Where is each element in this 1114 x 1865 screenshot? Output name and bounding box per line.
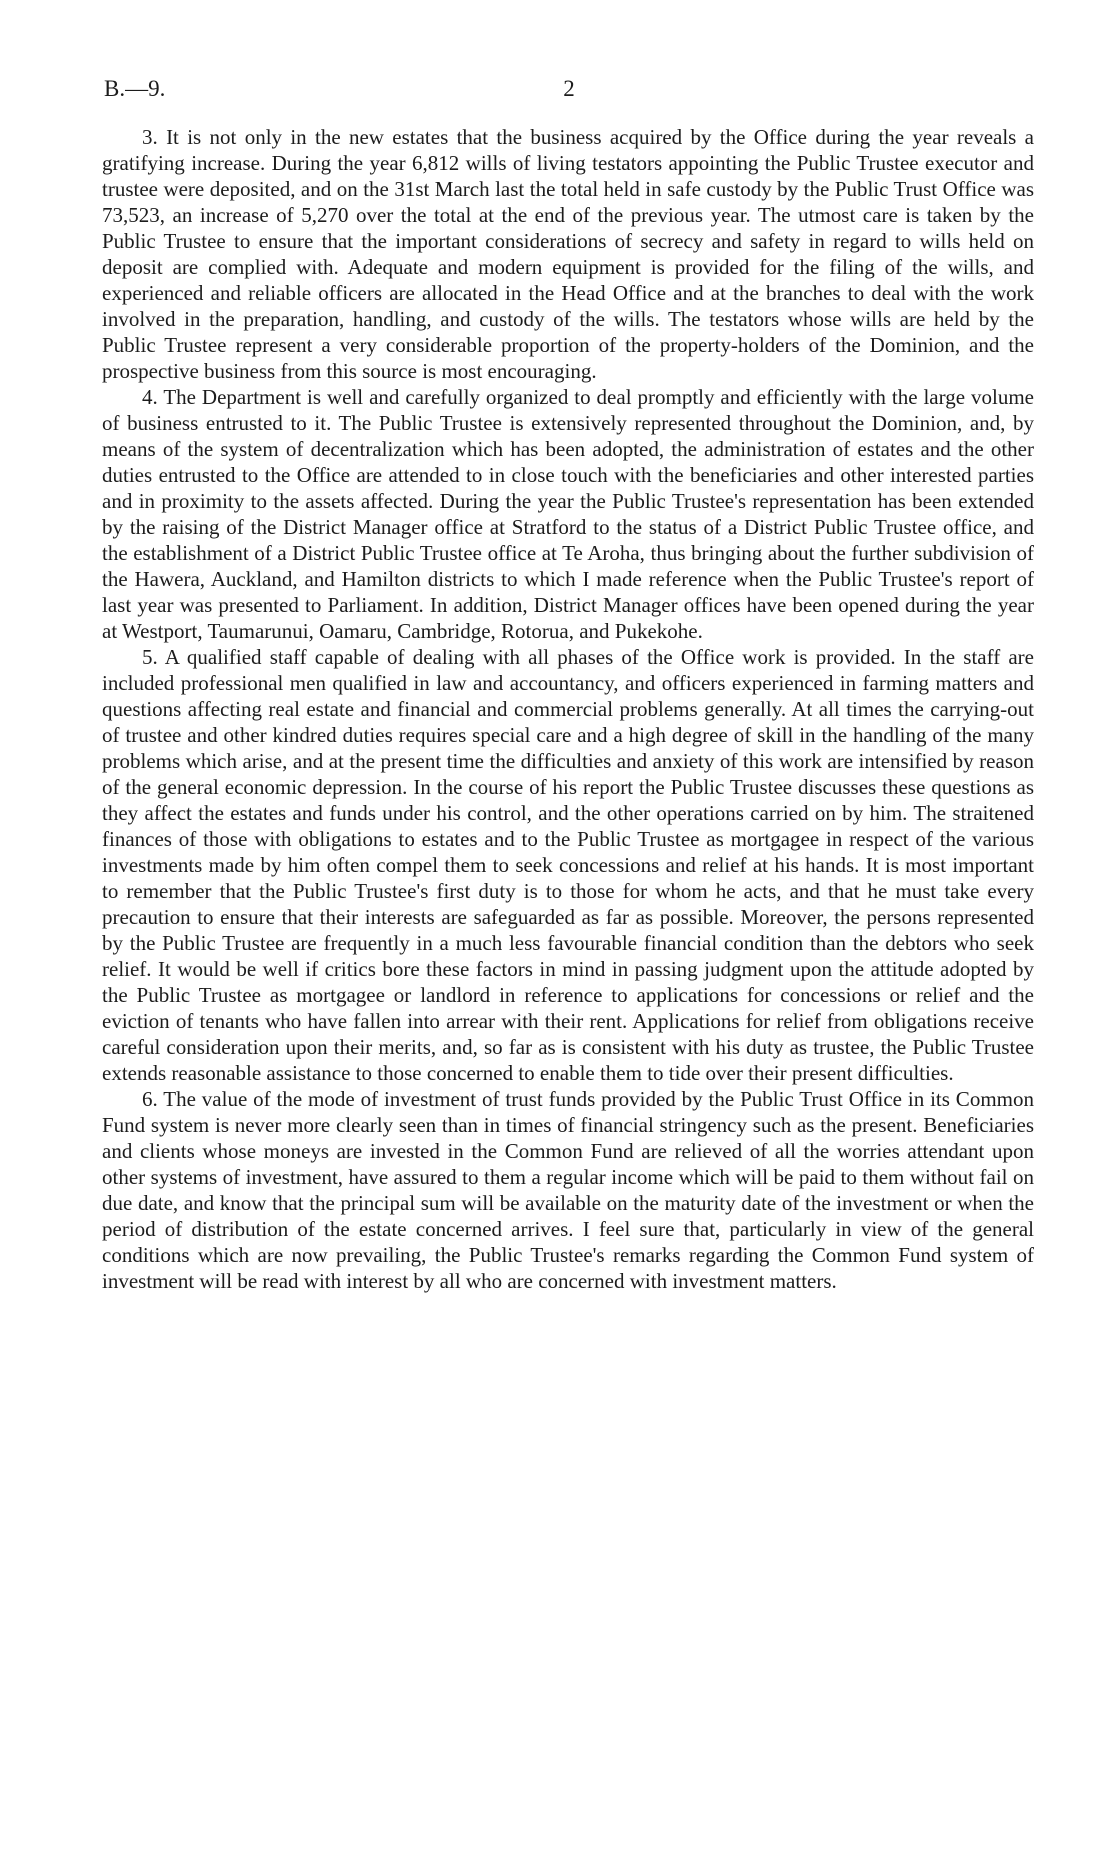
paragraph-5: 5. A qualified staff capable of dealing with all phases of the Office work is provided. In the staff are included professional men qualified in law and accountancy, and officers experienced in farming matters and questions affecting real estate and financial and commercial problems generally. At all times the carrying-out of trustee and other kindred duties requires special care and a high degree of skill in the handling of the many problems which arise, and at the present time the difficulties and anxiety of this work are intensified by reason of the general economic depression. In the course of his report the Public Trustee discusses these questions as they affect the estates and funds under his control, and the other operations carried on by him. The straitened finances of those with obligations to estates and to the Public Trustee as mortgagee in respect of the various investments made by him often compel them to seek concessions and relief at his hands. It is most important to remember that the Public Trustee's first duty is to those for whom he acts, and that he must take every precaution to ensure that their interests are safeguarded as far as possible. Moreover, the persons represented by the Public Trustee are frequently in a much less favourable financial condition than the debtors who seek relief. It would be well if critics bore these factors in mind in passing judgment upon the attitude adopted by the Public Trustee as mortgagee or landlord in reference to applications for concessions or relief and the eviction of tenants who have fallen into arrear with their rent. Applications for relief from obligations receive careful consideration upon their merits, and, so far as is consistent with his duty as trustee, the Public Trustee extends reasonable assistance to those concerned to enable them to tide over their present difficulties. bbox=[102, 645, 1034, 1085]
page-number: 2 bbox=[563, 76, 575, 101]
paragraph-3: 3. It is not only in the new estates that the business acquired by the Office during the year reveals a gratifying increase. During the year 6,812 wills of living testators appointing the Public Trustee executor and trustee were deposited, and on the 31st March last the total held in safe custody by the Public Trust Office was 73,523, an increase of 5,270 over the total at the end of the previous year. The utmost care is taken by the Public Trustee to ensure that the important considerations of secrecy and safety in regard to wills held on deposit are complied with. Adequate and modern equipment is provided for the filing of the wills, and experienced and reliable officers are allocated in the Head Office and at the branches to deal with the work involved in the preparation, handling, and custody of the wills. The testators whose wills are held by the Public Trustee represent a very considerable proportion of the property-holders of the Dominion, and the prospective business from this source is most encouraging. bbox=[102, 125, 1034, 383]
document-reference: B.—9. bbox=[104, 76, 166, 101]
paragraph-6: 6. The value of the mode of investment of trust funds provided by the Public Trust Office in its Common Fund system is never more clearly seen than in times of financial stringency such as the present. Beneficiaries and clients whose moneys are invested in the Common Fund are relieved of all the worries attendant upon other systems of investment, have assured to them a regular income which will be paid to them without fail on due date, and know that the principal sum will be available on the maturity date of the investment or when the period of distribution of the estate concerned arrives. I feel sure that, particularly in view of the general conditions which are now prevailing, the Public Trustee's remarks regarding the Common Fund system of investment will be read with interest by all who are concerned with investment matters. bbox=[102, 1087, 1034, 1293]
document-body bbox=[102, 124, 1034, 1294]
page-header bbox=[104, 74, 1034, 104]
paragraph-4: 4. The Department is well and carefully organized to deal promptly and efficiently with the large volume of business entrusted to it. The Public Trustee is extensively represented throughout the Dominion, and, by means of the system of decentralization which has been adopted, the administration of estates and the other duties entrusted to the Office are attended to in close touch with the beneficiaries and other interested parties and in proximity to the assets affected. During the year the Public Trustee's representation has been extended by the raising of the District Manager office at Stratford to the status of a District Public Trustee office, and the establishment of a District Public Trustee office at Te Aroha, thus bringing about the further subdivision of the Hawera, Auckland, and Hamilton districts to which I made reference when the Public Trustee's report of last year was presented to Parliament. In addition, District Manager offices have been opened during the year at Westport, Taumarunui, Oamaru, Cambridge, Rotorua, and Pukekohe. bbox=[102, 385, 1034, 643]
